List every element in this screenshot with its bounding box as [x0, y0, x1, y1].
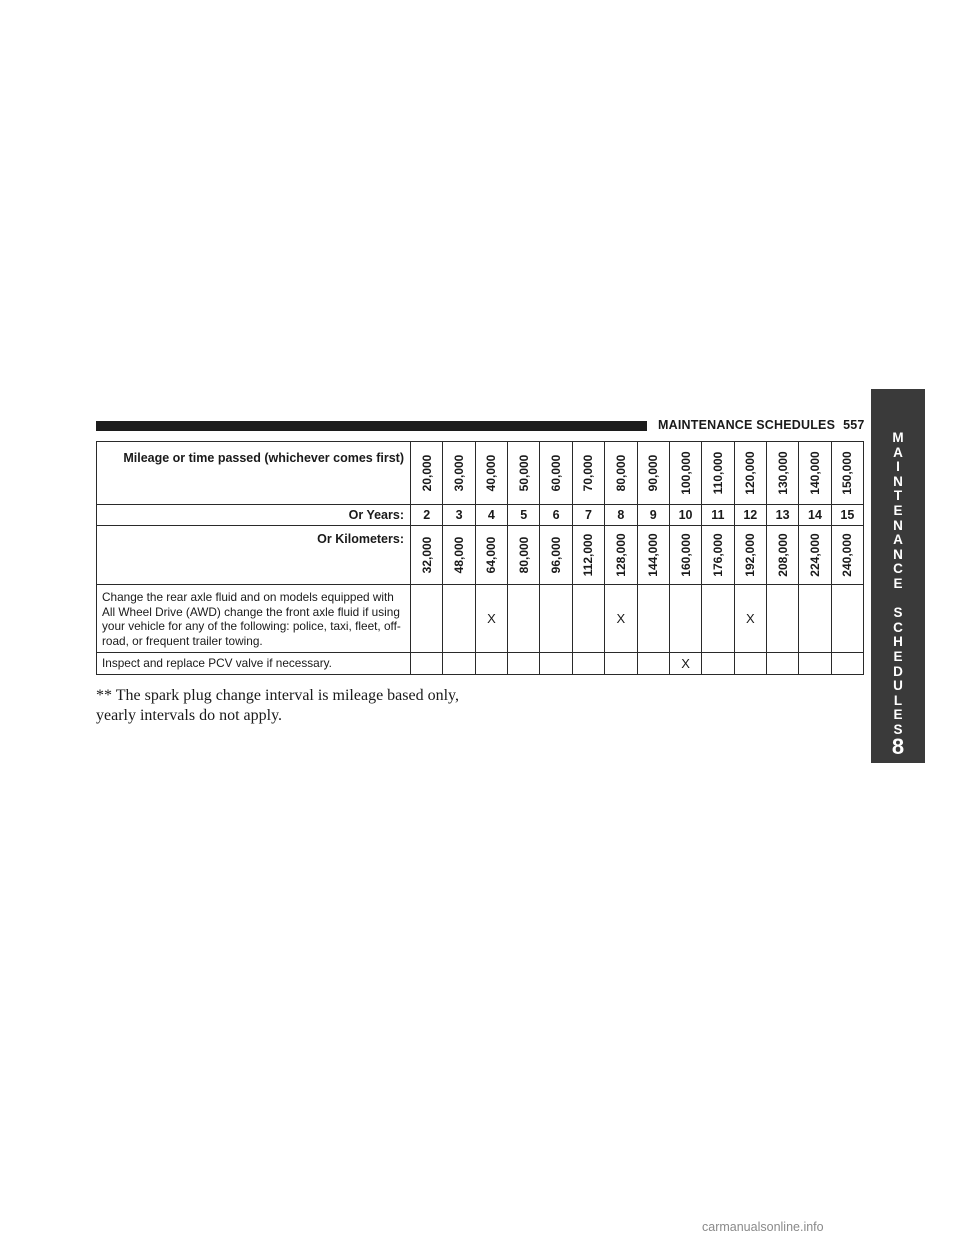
kilometers-value: 208,000	[775, 533, 790, 577]
service-row	[97, 585, 864, 653]
kilometers-value: 80,000	[516, 536, 531, 574]
kilometers-cell	[540, 526, 572, 585]
years-value: 5	[508, 505, 540, 526]
mileage-value: 80,000	[613, 454, 628, 492]
years-value: 10	[669, 505, 701, 526]
mileage-value: 100,000	[678, 451, 693, 495]
chapter-tab-letters	[892, 431, 903, 737]
footnote-line-2: yearly intervals do not apply.	[96, 707, 283, 724]
years-value: 8	[605, 505, 637, 526]
chapter-tab-letter: E	[893, 502, 903, 518]
service-description: Change the rear axle fluid and on models equipped with All Wheel Drive (AWD) change the front axle fluid if using your vehicle for any of the following: police, taxi, fleet, off-road, or frequent trailer towing.	[97, 585, 411, 653]
chapter-tab-letter: N	[893, 546, 903, 562]
years-value: 2	[411, 505, 443, 526]
service-mark	[831, 585, 863, 653]
mileage-cell	[540, 442, 572, 505]
chapter-tab-letter: T	[893, 488, 903, 504]
mileage-value: 110,000	[710, 451, 725, 495]
mileage-value: 60,000	[549, 454, 564, 492]
years-value: 7	[572, 505, 604, 526]
service-mark	[411, 585, 443, 653]
service-mark	[799, 585, 831, 653]
mileage-cell	[799, 442, 831, 505]
kilometers-value: 192,000	[743, 533, 758, 577]
service-mark	[669, 585, 701, 653]
years-value: 15	[831, 505, 863, 526]
mileage-value: 20,000	[419, 454, 434, 492]
service-mark	[540, 653, 572, 675]
chapter-tab-letter: E	[893, 648, 903, 664]
service-mark: X	[605, 585, 637, 653]
kilometers-cell	[475, 526, 507, 585]
chapter-tab-letter: E	[893, 707, 903, 723]
kilometers-cell	[799, 526, 831, 585]
years-value: 14	[799, 505, 831, 526]
mileage-cell	[637, 442, 669, 505]
years-value: 4	[475, 505, 507, 526]
service-mark: X	[669, 653, 701, 675]
kilometers-cell	[508, 526, 540, 585]
chapter-tab-letter: A	[893, 532, 903, 548]
kilometers-value: 96,000	[549, 536, 564, 574]
service-mark	[540, 585, 572, 653]
maintenance-schedule-table	[96, 441, 864, 675]
service-mark: X	[475, 585, 507, 653]
service-mark	[572, 653, 604, 675]
kilometers-row	[97, 526, 864, 585]
mileage-value: 90,000	[646, 454, 661, 492]
years-label: Or Years:	[97, 505, 411, 526]
kilometers-cell	[605, 526, 637, 585]
mileage-value: 120,000	[743, 451, 758, 495]
kilometers-cell	[443, 526, 475, 585]
kilometers-value: 48,000	[452, 536, 467, 574]
kilometers-cell	[734, 526, 766, 585]
kilometers-cell	[702, 526, 734, 585]
chapter-tab-letter: C	[893, 619, 903, 635]
chapter-tab-letter: U	[893, 678, 903, 694]
mileage-cell	[443, 442, 475, 505]
section-title: MAINTENANCE SCHEDULES	[658, 418, 836, 432]
mileage-row	[97, 442, 864, 505]
service-mark	[799, 653, 831, 675]
chapter-tab-letter: C	[893, 561, 903, 577]
mileage-cell	[572, 442, 604, 505]
mileage-value: 130,000	[775, 451, 790, 495]
chapter-tab	[871, 389, 925, 763]
mileage-cell	[702, 442, 734, 505]
service-mark	[831, 653, 863, 675]
kilometers-value: 224,000	[807, 533, 822, 577]
chapter-tab-letter: S	[893, 605, 903, 621]
kilometers-value: 240,000	[840, 533, 855, 577]
service-mark	[637, 653, 669, 675]
chapter-tab-letter: I	[896, 459, 900, 475]
service-mark	[637, 585, 669, 653]
service-mark	[572, 585, 604, 653]
kilometers-value: 64,000	[484, 536, 499, 574]
service-description: Inspect and replace PCV valve if necessary.	[97, 653, 411, 675]
service-mark: X	[734, 585, 766, 653]
service-mark	[443, 585, 475, 653]
service-mark	[702, 585, 734, 653]
years-value: 9	[637, 505, 669, 526]
kilometers-label: Or Kilometers:	[97, 526, 411, 585]
header-rule	[96, 421, 647, 431]
mileage-value: 40,000	[484, 454, 499, 492]
service-mark	[766, 653, 798, 675]
kilometers-cell	[637, 526, 669, 585]
chapter-tab-letter: E	[893, 575, 903, 591]
service-mark	[508, 585, 540, 653]
footnote	[96, 686, 516, 726]
kilometers-cell	[766, 526, 798, 585]
kilometers-cell	[572, 526, 604, 585]
mileage-value: 150,000	[840, 451, 855, 495]
mileage-cell	[475, 442, 507, 505]
mileage-value: 70,000	[581, 454, 596, 492]
chapter-number: 8	[891, 734, 905, 760]
page-number: 557	[843, 418, 865, 432]
chapter-tab-letter: H	[893, 634, 903, 650]
service-mark	[508, 653, 540, 675]
years-value: 6	[540, 505, 572, 526]
kilometers-value: 160,000	[678, 533, 693, 577]
service-mark	[475, 653, 507, 675]
kilometers-cell	[831, 526, 863, 585]
mileage-cell	[669, 442, 701, 505]
chapter-tab-letter: M	[892, 430, 904, 445]
mileage-cell	[766, 442, 798, 505]
chapter-tab-letter: N	[893, 517, 903, 533]
running-header	[658, 418, 865, 432]
watermark: carmanualsonline.info	[702, 1220, 824, 1234]
service-mark	[702, 653, 734, 675]
mileage-value: 140,000	[807, 451, 822, 495]
kilometers-value: 144,000	[646, 533, 661, 577]
mileage-cell	[831, 442, 863, 505]
years-value: 11	[702, 505, 734, 526]
kilometers-cell	[669, 526, 701, 585]
chapter-tab-letter: D	[893, 663, 903, 679]
kilometers-value: 176,000	[710, 533, 725, 577]
years-row	[97, 505, 864, 526]
footnote-line-1: ** The spark plug change interval is mileage based only,	[96, 687, 460, 704]
service-row	[97, 653, 864, 675]
service-mark	[605, 653, 637, 675]
chapter-tab-letter: A	[893, 444, 903, 460]
mileage-label: Mileage or time passed (whichever comes first)	[97, 442, 411, 505]
mileage-cell	[734, 442, 766, 505]
mileage-cell	[411, 442, 443, 505]
years-value: 12	[734, 505, 766, 526]
service-mark	[411, 653, 443, 675]
service-mark	[443, 653, 475, 675]
service-mark	[734, 653, 766, 675]
kilometers-cell	[411, 526, 443, 585]
chapter-tab-letter: L	[893, 692, 903, 708]
years-value: 13	[766, 505, 798, 526]
mileage-cell	[508, 442, 540, 505]
kilometers-value: 112,000	[581, 533, 596, 577]
years-value: 3	[443, 505, 475, 526]
mileage-cell	[605, 442, 637, 505]
mileage-value: 30,000	[452, 454, 467, 492]
chapter-tab-letter: N	[893, 473, 903, 489]
kilometers-value: 32,000	[419, 536, 434, 574]
kilometers-value: 128,000	[613, 533, 628, 577]
service-mark	[766, 585, 798, 653]
mileage-value: 50,000	[516, 454, 531, 492]
chapter-tab-letter: S	[893, 721, 903, 737]
